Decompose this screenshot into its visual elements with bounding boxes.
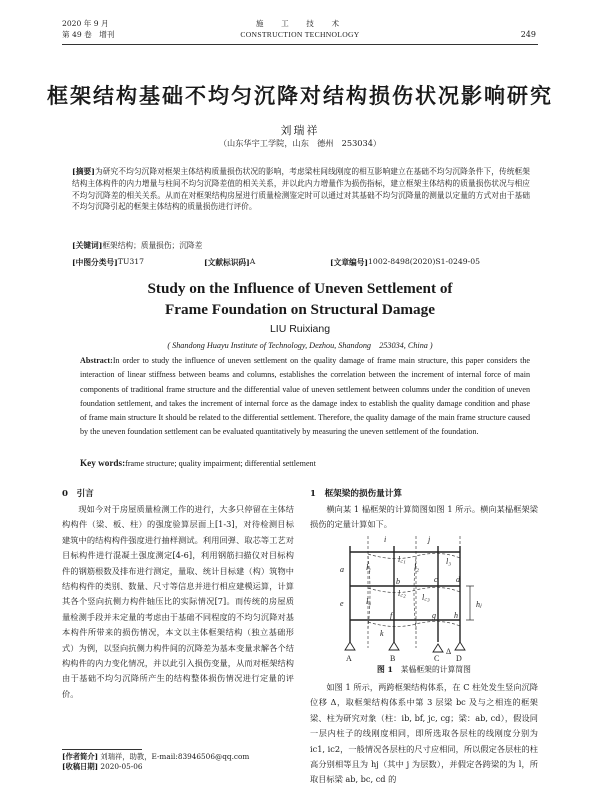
label-i: i	[384, 535, 387, 544]
section-1-paragraph-1: 横向某 1 榀框架的计算简图如图 1 所示。横向某榀框架梁损伤的定量计算如下。	[310, 504, 538, 530]
label-lc1: l꜀₁	[398, 555, 406, 564]
author-name-cn: 刘瑞祥	[280, 124, 320, 137]
footnote-rule	[62, 749, 142, 750]
doc-code-label: [文献标识码]	[204, 258, 250, 267]
label-e: e	[340, 599, 344, 608]
label-C: C	[434, 654, 440, 662]
label-b: b	[396, 577, 400, 586]
label-D: D	[456, 654, 462, 662]
abstract-cn-text: 为研究不均匀沉降对框架主体结构质量损伤状况的影响，考虑梁柱间线刚度的相互影响建立在基础不均匀沉降条件下，传统框架结构主体构件的内力增量与柱间不均匀沉降差值的相关关系，并以此内力增量作为损伤指标，建立框架主体结构的质量损伤状况与相应不均匀沉降差的相关关系。从而在对框架结构房屋进行质量检测鉴定时可以通过对其基础不均匀沉降量的测量以定量的方式对由于基础不均匀沉降引起的框架主体结构的质量损伤进行评价。	[72, 167, 530, 212]
abstract-cn	[72, 166, 530, 213]
abstract-en-label: Abstract:	[80, 356, 113, 365]
clc-value: TU317	[117, 257, 144, 266]
figure-caption-text: 某榀框架的计算简图	[400, 665, 471, 674]
label-a: a	[340, 565, 344, 574]
author-name-en: LIU Ruixiang	[269, 323, 331, 335]
figure-caption	[310, 664, 538, 675]
figure-frame-diagram	[310, 532, 538, 662]
keywords-en-label: Key words:	[80, 458, 126, 468]
label-g: g	[432, 611, 436, 620]
label-hj: hⱼ	[476, 600, 482, 609]
footnote-author-text: 刘瑞祥，助教，E-mail:83946506@qq.com	[100, 752, 250, 761]
section-1-heading: 1 框架梁的损伤量计算	[310, 489, 402, 499]
abstract-en-text: In order to study the influence of uneven settlement on the quality damage of frame main structure, this paper considers the interaction of linear stiffness between beams and columns, establishes the correlation between the increment of internal force of main components of traditional frame structure and the differential value of uneven settlement between columns under the condition of uneven foundation settlement, and takes the increment of internal force as the damage index to establish the quality damage condition and phase of frame main structure It should be related to the differential settlement. Therefore, the quality damage of the main frame structure caused by the uneven foundation settlement can be evaluated quantitatively by measuring the uneven settlement of the foundation.	[80, 356, 530, 437]
label-l2: l₂	[414, 563, 420, 572]
section-1-paragraph-2: 如图 1 所示，两跨框架结构体系，在 C 柱处发生竖向沉降位移 Δ，取框架结构体系中第 3 层梁 bc 及与之相连的框架梁、柱为研究对象（柱：ib, bf, jc, cg；梁：ab, cd），假设同一层内柱子的线刚度相同，即所选取各层柱的线刚度分别为 ic1, ic2，一般情况各层柱的尺寸应相同，所以假定各层柱的柱高分别相等且为 hj（其中 j 为层数），并假定各跨梁的为 l，所取目标梁 ab, bc, cd 的	[310, 682, 538, 785]
issue-volume: 第 49 卷 增刊	[62, 29, 115, 39]
doc-code-value: A	[249, 257, 256, 266]
figure-caption-label: 图 1	[377, 665, 393, 674]
section-0-paragraph: 现如今对于房屋质量检测工作的进行，大多只停留在主体结构构件（梁、板、柱）的强度验算层面上[1-3]，对待检测目标建筑中的结构构件强度进行抽样测试。利用回弹、取芯等工艺对目标构件进行混凝土强度测定[4-6]，利用钢筋扫描仪对目标构件的钢筋根数及排布进行测定，量取、统计目标建（构）筑物中结构构件的类别、数量、尺寸等信息并进行相应建模运算，计算其各个竖向抗侧力构件轴压比的实际情况[7]。而传统的房屋质量检测手段并未定量的考虑由于基础不同程度的不均匀沉降对基本构件所带来的损伤情况，本文以主体框架结构（独立基础形式）为例，以竖向抗侧力构件间的沉降差为基本变量求解各个结构构件的内力变化情况，并以此引入损伤变量，从而对框架结构由于基础不均匀沉降所产生的结构整体损伤情况进行定量的评价。	[62, 504, 294, 699]
clc-label: [中图分类号]	[72, 258, 118, 267]
paper-title-en-line1: Study on the Influence of Uneven Settlement of	[147, 280, 453, 297]
paper-title-en	[0, 278, 600, 320]
footnote-author-label: [作者简介]	[62, 752, 99, 761]
label-lc2: l꜀₂	[398, 589, 406, 598]
label-l4: l₄	[366, 597, 372, 606]
journal-name-en: CONSTRUCTION TECHNOLOGY	[240, 29, 360, 39]
keywords-cn-label: [关键词]	[72, 241, 103, 250]
label-B: B	[390, 654, 396, 662]
label-delta: Δ	[446, 647, 452, 656]
abstract-en	[80, 354, 530, 440]
issue-date: 2020 年 9 月	[62, 19, 109, 28]
paper-title-en-line2: Frame Foundation on Structural Damage	[165, 301, 435, 318]
page-number: 249	[520, 30, 536, 39]
journal-name-cn: 施 工 技 术	[255, 19, 345, 28]
label-A: A	[346, 654, 352, 662]
journal-name	[0, 19, 600, 40]
header-rule	[62, 44, 538, 45]
abstract-cn-label: [摘要]	[72, 167, 95, 176]
article-no-value: 1002-8498(2020)S1-0249-05	[368, 257, 481, 266]
label-l1: l₁	[366, 563, 372, 572]
label-lc3: l꜀₃	[422, 593, 430, 602]
footnote-received-label: [收稿日期]	[62, 762, 99, 771]
keywords-en	[80, 458, 530, 468]
label-k: k	[380, 629, 384, 638]
section-0-heading: 0 引言	[62, 489, 94, 499]
label-f: f	[390, 611, 393, 620]
keywords-en-text: frame structure; quality impairment; differential settlement	[125, 459, 316, 468]
label-l3: l₃	[446, 557, 452, 566]
affiliation-cn: （山东华宇工学院，山东 德州 253034）	[218, 138, 382, 148]
footnote	[62, 752, 249, 772]
affiliation-en: ( Shandong Huayu Institute of Technology, Dezhou, Shandong 253034, China )	[167, 341, 433, 350]
label-c: c	[434, 575, 438, 584]
article-no-label: [文章编号]	[330, 258, 369, 267]
keywords-cn	[72, 240, 530, 251]
label-d: d	[456, 575, 460, 584]
footnote-received-text: 2020-05-06	[100, 762, 143, 771]
label-j: j	[428, 535, 431, 544]
keywords-cn-text: 框架结构；质量损伤；沉降差	[102, 241, 203, 250]
label-h: h	[454, 611, 458, 620]
paper-title-cn: 框架结构基础不均匀沉降对结构损伤状况影响研究	[47, 83, 553, 108]
